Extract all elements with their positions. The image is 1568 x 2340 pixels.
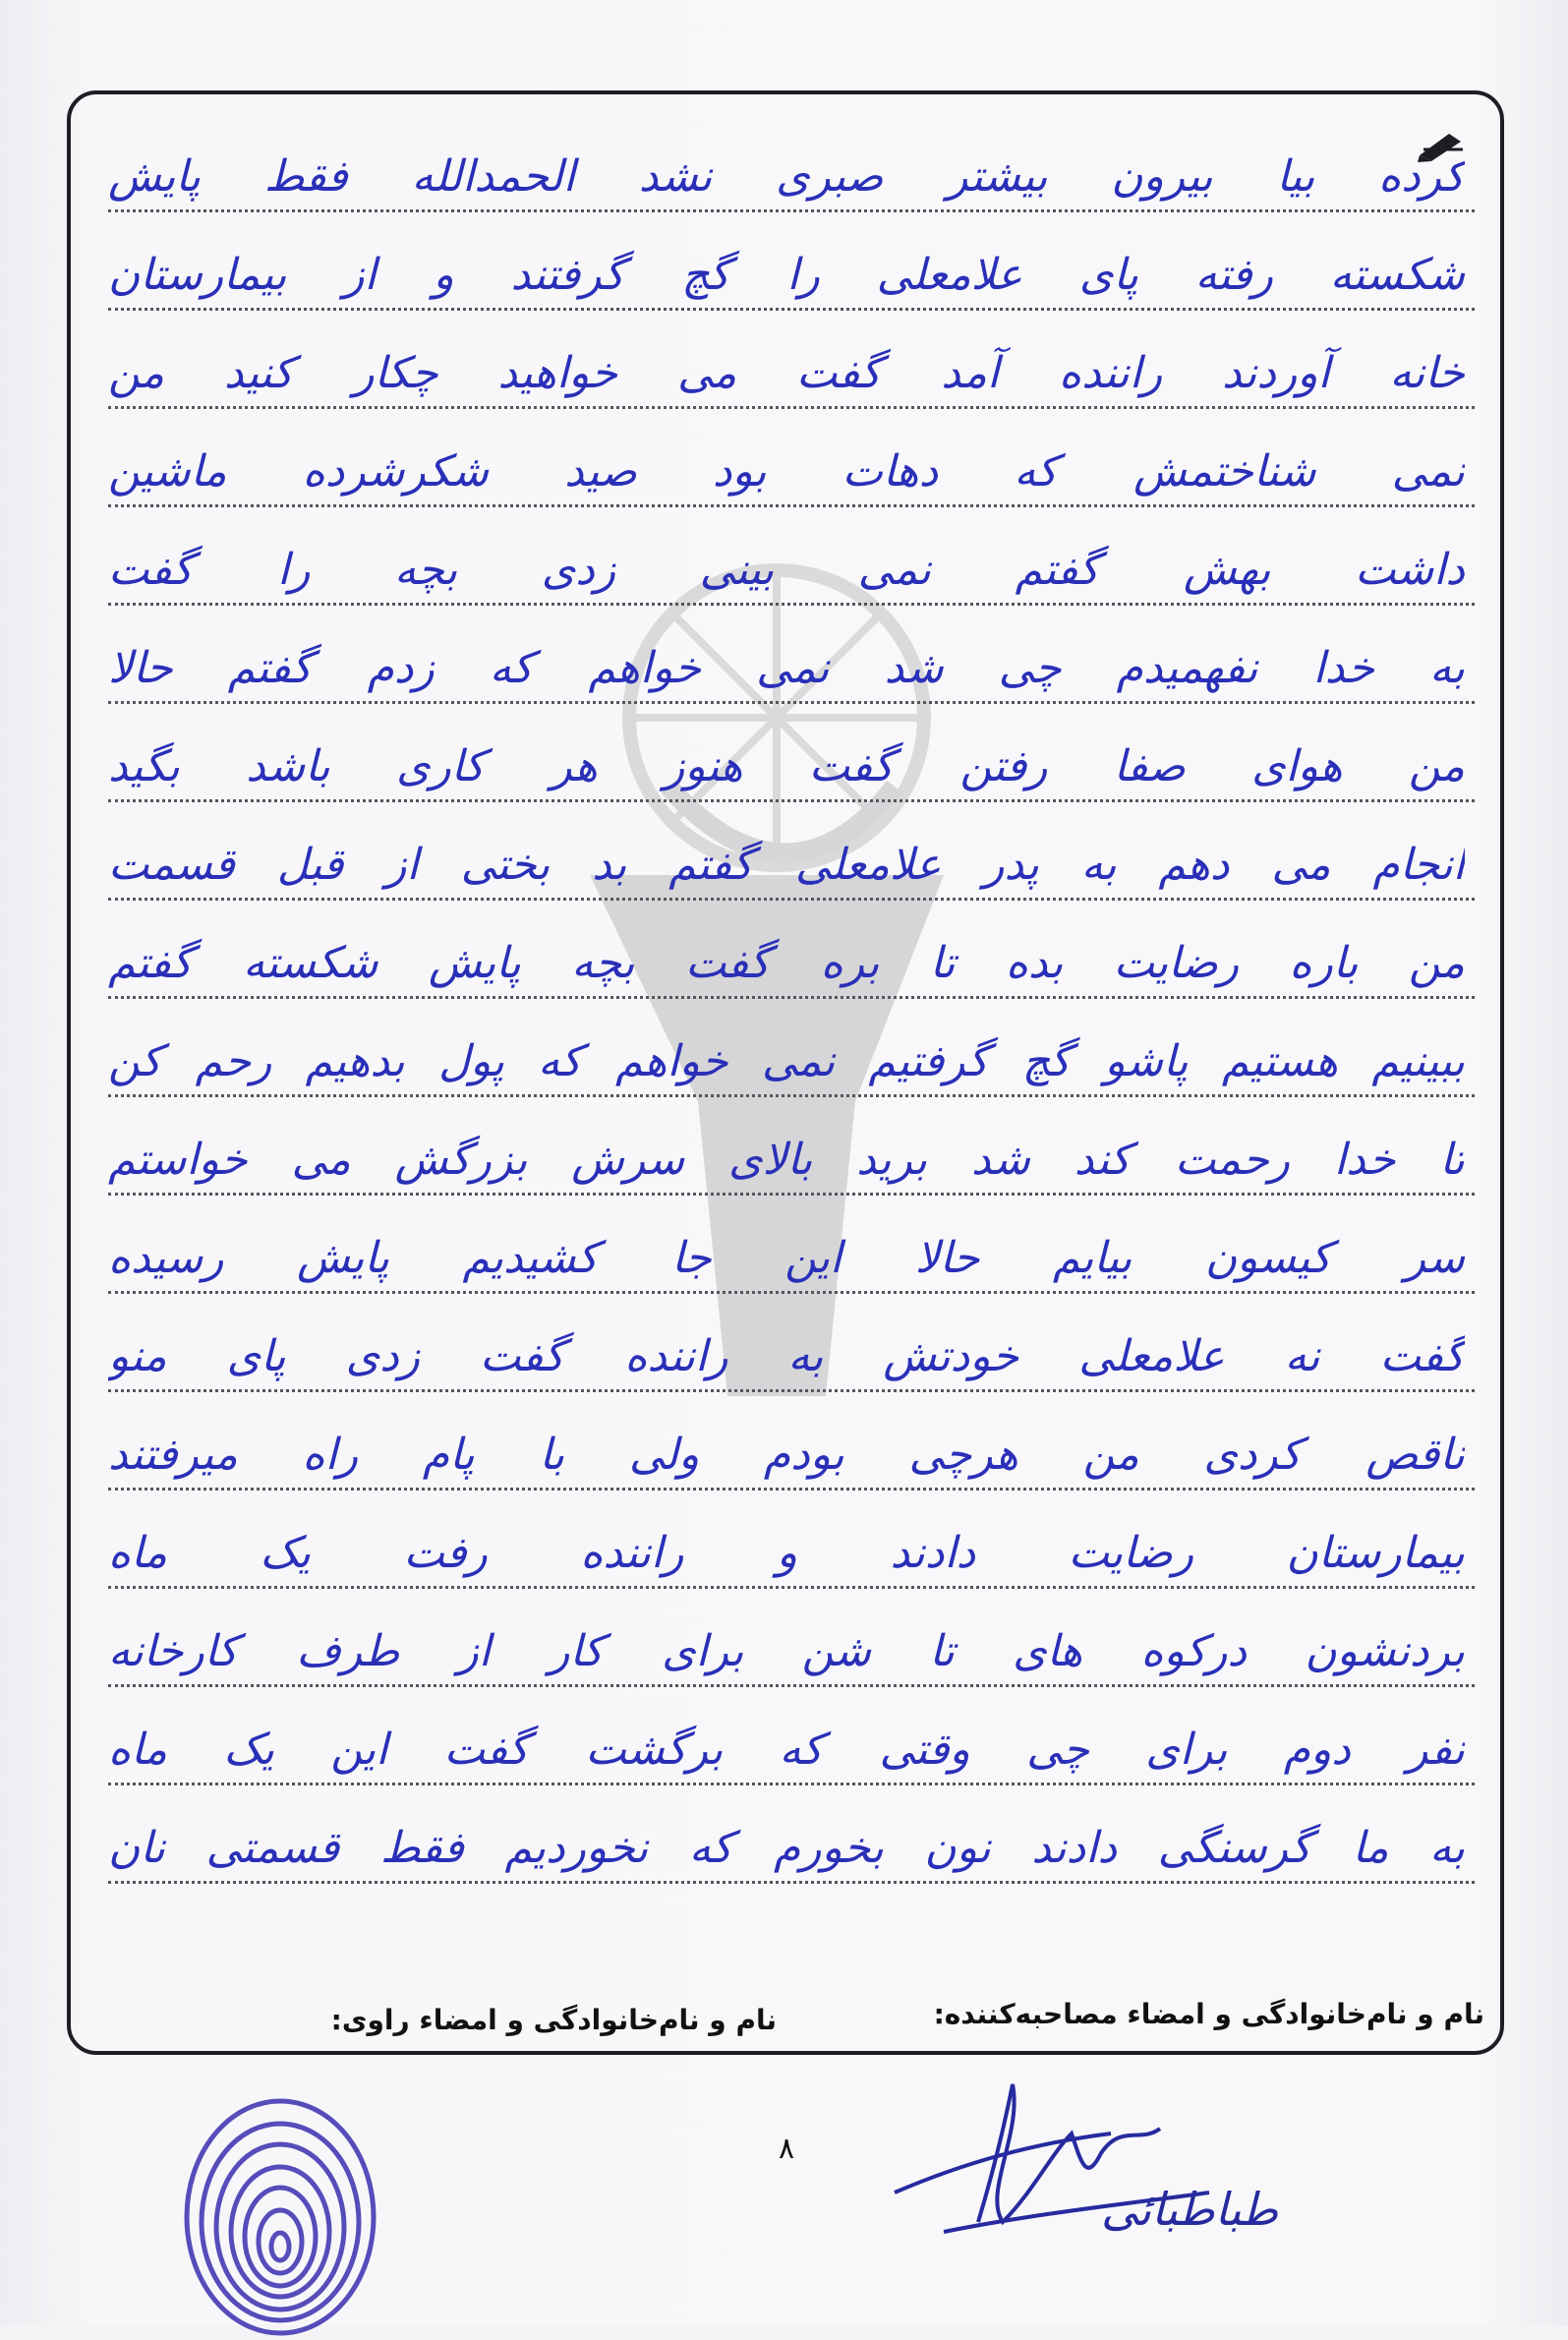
handwritten-line: داشت بهش گفتم نمی بینی زدی بچه را گفت (108, 511, 1475, 610)
handwritten-line: بیمارستان رضایت دادند و راننده رفت یک ماه (108, 1494, 1475, 1593)
handwritten-line: من باره رضایت بده تا بره گفت بچه پایش شکسته گفتم (108, 905, 1475, 1003)
signature-labels (138, 1998, 1484, 2037)
handwritten-line: به ما گرسنگی دادند نون بخورم که نخوردیم فقط قسمتی نان (108, 1789, 1475, 1888)
handwritten-line: نمی شناختمش که دهات بود صید شکرشرده ماشین (108, 413, 1475, 511)
handwritten-line: ناقص کردی من هرچی بودم ولی با پام راه میرفتند (108, 1396, 1475, 1494)
handwritten-line: بردنشون درکوه های تا شن برای کار از طرف کارخانه (108, 1593, 1475, 1691)
handwritten-line: سر کیسون بیایم حالا این جا کشیدیم پایش رسیده (108, 1199, 1475, 1298)
handwritten-body (108, 118, 1475, 1947)
handwritten-line: نفر دوم برای چی وقتی که برگشت گفت این یک ماه (108, 1691, 1475, 1789)
handwritten-line: کرده بیا بیرون بیشتر صبری نشد الحمدالله فقط پایش (108, 118, 1475, 216)
handwritten-line: انجام می دهم به پدر علامعلی گفتم بد بختی از قبل قسمت (108, 806, 1475, 905)
signature-name: طباطبائی (1101, 2183, 1279, 2236)
narrator-signature-label: نام و نام‌خانوادگی و امضاء راوی: (330, 2004, 777, 2036)
interviewer-signature-label: نام و نام‌خانوادگی و امضاء مصاحبه‌کننده: (933, 1998, 1484, 2030)
handwritten-line: خانه آوردند راننده آمد گفت می خواهید چکار کنید من (108, 315, 1475, 413)
page-number: ۸ (778, 2132, 795, 2166)
fingerprint-mark (172, 2084, 388, 2340)
handwritten-line: من هوای صفا رفتن گفت هنوز هر کاری باشد بگید (108, 708, 1475, 806)
signature-scribble (885, 2075, 1298, 2271)
handwritten-line: ببینیم هستیم پاشو گچ گرفتیم نمی خواهم که پول بدهیم رحم کن (108, 1003, 1475, 1101)
handwritten-line: به خدا نفهمیدم چی شد نمی خواهم که زدم گفتم حالا (108, 610, 1475, 708)
handwritten-line: گفت نه علامعلی خودتش به راننده گفت زدی پای منو (108, 1298, 1475, 1396)
handwritten-line: شکسته رفته پای علامعلی را گچ گرفتند و از بیمارستان (108, 216, 1475, 315)
handwritten-line: تا خدا رحمت کند شد برید بالای سرش بزرگش می خواستم (108, 1101, 1475, 1199)
